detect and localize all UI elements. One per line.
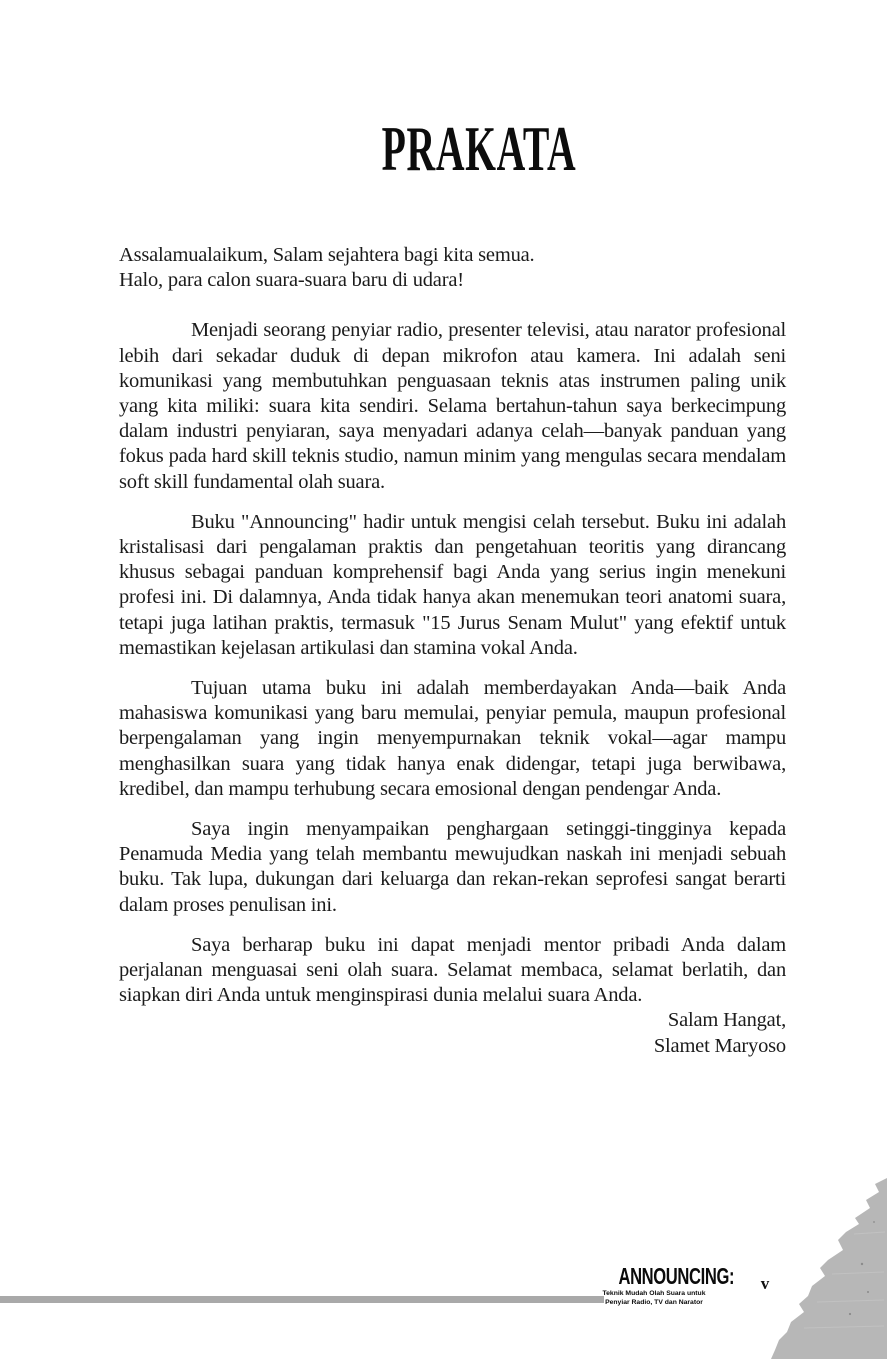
greeting-line: Halo, para calon suara-suara baru di udara! <box>119 269 464 292</box>
torn-paper-decoration <box>762 1174 887 1359</box>
page-title: PRAKATA <box>381 113 577 184</box>
paragraph: Buku "Announcing" hadir untuk mengisi celah tersebut. Buku ini adalah kristalisasi dari pengalaman praktis dan pengetahuan teoritis yang dirancang khusus sebagai panduan komprehensif bagi Anda yang serius ingin menekuni profesi ini. Di dalamnya, Anda tidak hanya akan menemukan teori anatomi suara, tetapi juga latihan praktis, termasuk "15 Jurus Senam Mulut" yang efektif untuk memastikan kejelasan artikulasi dan stamina vokal Anda. <box>119 510 786 659</box>
page-number: v <box>760 1274 770 1293</box>
paragraph: Tujuan utama buku ini adalah memberdayakan Anda—baik Anda mahasiswa komunikasi yang baru memulai, penyiar pemula, maupun profesional berpengalaman yang ingin menyempurnakan teknik vokal—agar mampu menghasilkan suara yang tidak hanya enak didengar, tetapi juga berwibawa, kredibel, dan mampu terhubung secara emosional dengan pendengar Anda. <box>119 677 786 800</box>
brand-tagline-line1: Teknik Mudah Olah Suara untuk <box>602 1290 706 1297</box>
brand-tagline-line2: Penyiar Radio, TV dan Narator <box>605 1298 703 1306</box>
preface-body <box>119 243 786 1059</box>
brand-logo-text: ANNOUNCING: <box>618 1263 735 1289</box>
greeting-line: Assalamualaikum, Salam sejahtera bagi kita semua. <box>119 244 535 266</box>
greeting-lines <box>119 243 786 293</box>
footer-rule <box>0 1296 604 1303</box>
footer-brand-block <box>596 1263 735 1307</box>
paragraph: Saya berharap buku ini dapat menjadi mentor pribadi Anda dalam perjalanan menguasai seni olah suara. Selamat membaca, selamat berlatih, dan siapkan diri Anda untuk menginspirasi dunia melalui suara Anda. <box>119 933 786 1007</box>
author-name: Slamet Maryoso <box>653 1034 786 1057</box>
paragraph: Saya ingin menyampaikan penghargaan setinggi-tingginya kepada Penamuda Media yang telah membantu mewujudkan naskah ini menjadi sebuah buku. Tak lupa, dukungan dari keluarga dan rekan-rekan seprofesi sangat berarti dalam proses penulisan ini. <box>119 818 786 916</box>
closing-salutation: Salam Hangat, <box>667 1009 786 1032</box>
preface-paragraphs <box>119 318 786 1008</box>
paragraph: Menjadi seorang penyiar radio, presenter televisi, atau narator profesional lebih dari sekadar duduk di depan mikrofon atau kamera. Ini adalah seni komunikasi yang membutuhkan penguasaan teknis atas instrumen paling unik yang kita miliki: suara kita sendiri. Selama bertahun-tahun saya berkecimpung dalam industri penyiaran, saya menyadari adanya celah—banyak panduan yang fokus pada hard skill teknis studio, namun minim yang mengulas secara mendalam soft skill fundamental olah suara. <box>119 319 786 493</box>
